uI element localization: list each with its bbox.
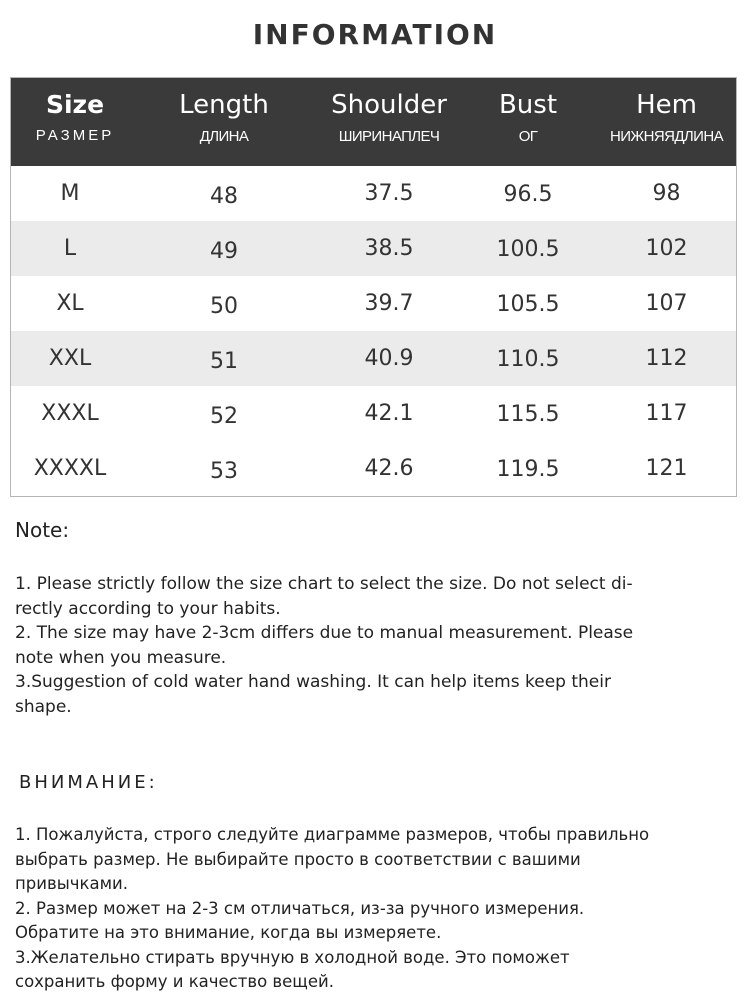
russian-notes	[15, 772, 735, 995]
ru-note-line: привычками.	[15, 874, 128, 893]
cell-size: XL	[56, 291, 84, 316]
cell-hem: 107	[645, 291, 688, 316]
cell-length: 52	[210, 404, 238, 429]
cell-bust: 110.5	[496, 347, 560, 372]
header-shoulder-en: Shoulder	[331, 90, 447, 120]
header-length-en: Length	[179, 90, 269, 120]
table-row	[11, 276, 736, 331]
cell-hem: 102	[645, 236, 688, 261]
cell-size: M	[60, 181, 80, 206]
note-line: note when you measure.	[15, 647, 227, 668]
cell-bust: 100.5	[496, 237, 560, 262]
header-hem-ru: НИЖНЯЯДЛИНА	[610, 128, 723, 145]
header-size-en: Size	[45, 90, 105, 119]
header-shoulder-ru: ШИРИНАПЛЕЧ	[338, 128, 440, 145]
cell-shoulder: 38.5	[364, 236, 414, 261]
ru-note-line: 1. Пожалуйста, строго следуйте диаграмме размеров, чтобы правильно	[15, 825, 650, 844]
table-row	[11, 386, 736, 441]
cell-size: L	[63, 236, 77, 261]
cell-length: 48	[210, 184, 238, 209]
table-row	[11, 441, 736, 496]
note-line: 3.Suggestion of cold water hand washing. It can help items keep their	[15, 672, 611, 692]
cell-size: XXXXL	[33, 456, 107, 481]
header-hem-en: Hem	[636, 90, 697, 120]
size-chart-table	[10, 77, 737, 497]
ru-note-line: 3.Желательно стирать вручную в холодной воде. Это поможет	[15, 947, 570, 967]
header-bust-en: Bust	[498, 90, 558, 120]
cell-shoulder: 40.9	[364, 346, 414, 371]
header-shoulder	[319, 78, 459, 166]
cell-hem: 98	[652, 181, 681, 206]
english-notes	[15, 518, 715, 719]
table-header-row	[11, 78, 736, 166]
header-hem	[597, 78, 736, 166]
table-row	[11, 331, 736, 386]
cell-length: 50	[210, 294, 238, 319]
cell-hem: 117	[645, 401, 688, 426]
cell-size: XXL	[48, 346, 92, 371]
cell-bust: 115.5	[496, 402, 560, 427]
header-length-ru: ДЛИНА	[199, 128, 249, 145]
ru-note-line: сохранить форму и качество вещей.	[15, 972, 334, 991]
header-bust	[459, 78, 597, 166]
cell-bust: 105.5	[496, 292, 560, 317]
note-line: rectly according to your habits.	[15, 598, 281, 619]
header-size	[11, 78, 129, 166]
cell-shoulder: 42.6	[364, 456, 414, 481]
notes-heading: Note:	[15, 518, 70, 542]
cell-bust: 96.5	[503, 182, 553, 207]
cell-hem: 112	[645, 346, 688, 371]
note-line: shape.	[15, 696, 72, 717]
header-size-ru: РАЗМЕР	[35, 127, 115, 144]
header-length	[129, 78, 319, 166]
cell-shoulder: 42.1	[364, 401, 414, 426]
cell-length: 53	[210, 459, 238, 484]
header-bust-ru: ОГ	[518, 128, 538, 145]
table-row	[11, 221, 736, 276]
cell-shoulder: 39.7	[364, 291, 414, 316]
ru-note-line: Обратите на это внимание, когда вы измеряете.	[15, 923, 442, 942]
cell-length: 51	[210, 349, 238, 374]
page-title: INFORMATION	[252, 18, 498, 51]
note-line: 1. Please strictly follow the size chart to select the size. Do not select di-	[15, 574, 633, 594]
table-row	[11, 166, 736, 221]
ru-note-line: 2. Размер может на 2-3 см отличаться, из-за ручного измерения.	[15, 898, 585, 918]
cell-length: 49	[210, 239, 238, 264]
cell-hem: 121	[645, 456, 688, 481]
cell-shoulder: 37.5	[364, 181, 414, 206]
cell-bust: 119.5	[496, 457, 560, 482]
note-line: 2. The size may have 2-3cm differs due to manual measurement. Please	[15, 623, 634, 643]
cell-size: XXXL	[41, 401, 99, 426]
ru-notes-heading: ВНИМАНИЕ:	[19, 772, 158, 793]
ru-note-line: выбрать размер. Не выбирайте просто в соответствии с вашими	[15, 849, 581, 869]
